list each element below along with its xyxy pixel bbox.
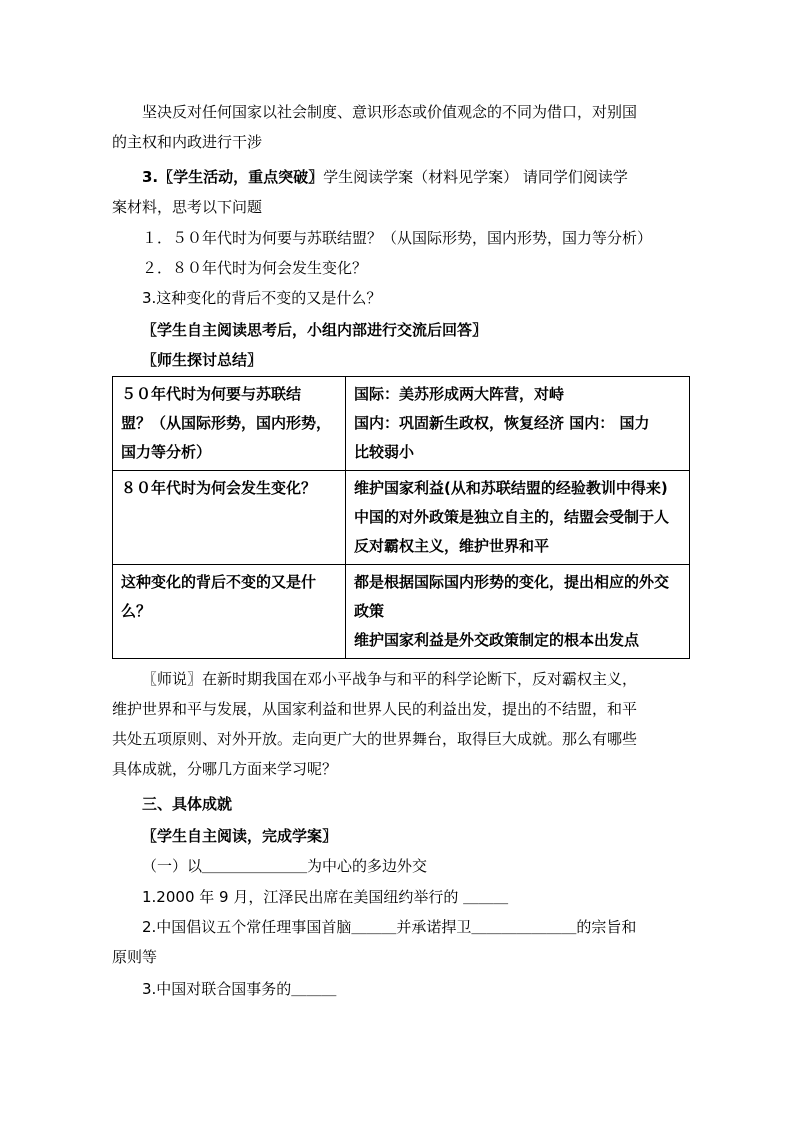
teacher-line-2: 维护世界和平与发展，从国家利益和世界人民的利益出发，提出的不结盟，和平 <box>112 700 638 718</box>
cell-text: 国力等分析） <box>121 443 212 461</box>
teacher-line-3: 共处五项原则、对外开放。走向更广大的世界舞台，取得巨大成就。那么有哪些 <box>112 730 638 748</box>
cell-text: 中国的对外政策是独立自主的，结盟会受制于人 <box>354 508 670 526</box>
self-read-instruction: 〖学生自主阅读思考后，小组内部进行交流后回答〗 <box>142 321 488 339</box>
cell-text: 维护国家利益(从和苏联结盟的经验教训中得来) <box>354 479 668 497</box>
activity-line-1 <box>112 163 692 192</box>
cell-text: 国际：美苏形成两大阵营，对峙 <box>354 385 565 403</box>
table-answer-cell <box>346 377 690 471</box>
cell-text: ８０年代时为何会发生变化？ <box>121 479 317 497</box>
item-2-line-2: 原则等 <box>112 948 158 966</box>
activity-text: 学生阅读学案（材料见学案） 请同学们阅读学 <box>323 168 628 186</box>
cell-text: 政策 <box>354 602 385 620</box>
item-2-line-1: 2.中国倡议五个常任理事国首脑＿＿＿并承诺捍卫＿＿＿＿＿＿＿的宗旨和 <box>142 918 637 936</box>
cell-text: 么？ <box>121 602 152 620</box>
cell-text: 比较弱小 <box>354 443 415 461</box>
cell-text: 这种变化的背后不变的又是什 <box>121 573 317 591</box>
question-3: 3.这种变化的背后不变的又是什么？ <box>142 289 382 307</box>
cell-text: 维护国家利益是外交政策制定的根本出发点 <box>354 631 640 649</box>
teacher-line-4: 具体成就，分哪几方面来学习呢？ <box>112 760 338 778</box>
table-row <box>113 471 690 565</box>
cell-text: ５０年代时为何要与苏联结 <box>121 385 302 403</box>
intro-line-1: 坚决反对任何国家以社会制度、意识形态或价值观念的不同为借口，对别国 <box>142 103 638 121</box>
question-2: ２．８０年代时为何会发生变化？ <box>142 259 368 277</box>
summary-heading: 〖师生探讨总结〗 <box>142 351 263 369</box>
section-title: 三、具体成就 <box>142 795 233 813</box>
table-row <box>113 565 690 659</box>
analysis-table <box>112 376 690 659</box>
table-question-cell <box>113 471 346 565</box>
subsection-1: （一）以＿＿＿＿＿＿＿为中心的多边外交 <box>142 857 428 875</box>
table-answer-cell <box>346 565 690 659</box>
question-1: １．５０年代时为何要与苏联结盟？（从国际形势，国内形势，国力等分析） <box>142 229 653 247</box>
cell-text: 都是根据国际国内形势的变化，提出相应的外交 <box>354 573 670 591</box>
intro-line-2: 的主权和内政进行干涉 <box>112 133 263 151</box>
item-1: 1.2000 年 9 月，江泽民出席在美国纽约举行的 ＿＿＿ <box>142 888 509 906</box>
activity-heading: 3.〖学生活动，重点突破〗 <box>142 168 324 186</box>
cell-text: 盟？（从国际形势，国内形势， <box>121 414 332 432</box>
cell-text: 反对霸权主义，维护世界和平 <box>354 537 550 555</box>
section-instruction: 〖学生自主阅读，完成学案〗 <box>142 827 338 845</box>
table-row <box>113 377 690 471</box>
table-question-cell <box>113 565 346 659</box>
table-answer-cell <box>346 471 690 565</box>
item-3: 3.中国对联合国事务的＿＿＿ <box>142 980 337 998</box>
activity-line-2: 案材料，思考以下问题 <box>112 198 263 216</box>
table-question-cell <box>113 377 346 471</box>
teacher-line-1: 〖师说〗在新时期我国在邓小平战争与和平的科学论断下，反对霸权主义， <box>142 670 638 688</box>
cell-text: 国内：巩固新生政权，恢复经济 国内： 国力 <box>354 414 650 432</box>
